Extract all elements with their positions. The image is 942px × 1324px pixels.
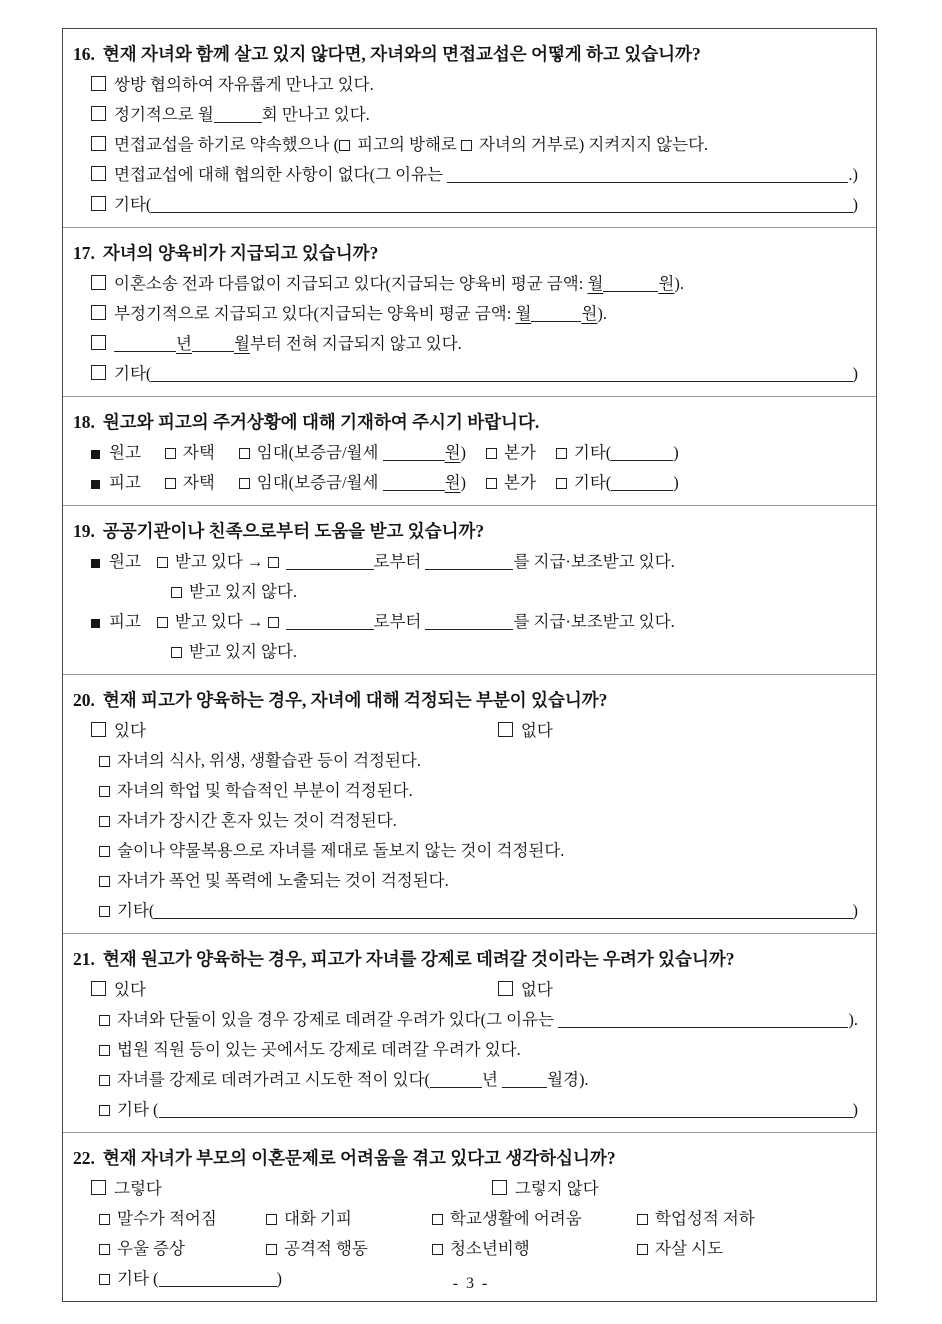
label-text: 로부터 — [373, 552, 426, 571]
form-row — [63, 100, 868, 130]
label-text: 있다 — [114, 980, 146, 999]
label-text: 자녀의 학업 및 학습적인 부분이 걱정된다. — [117, 781, 413, 800]
blank-field[interactable] — [531, 318, 581, 322]
label-text: 기타( — [117, 901, 155, 920]
label-text: 본가 — [504, 443, 536, 462]
blank-field[interactable] — [286, 626, 374, 630]
label-text: 자녀를 강제로 데려가려고 시도한 적이 있다( — [117, 1070, 431, 1089]
question-title-text: 현재 자녀가 부모의 이혼문제로 어려움을 겪고 있다고 생각하십니까? — [102, 1148, 616, 1168]
option-column — [99, 1204, 266, 1234]
label-text: 월경). — [547, 1070, 589, 1089]
form-row — [63, 866, 868, 896]
checkbox-small[interactable] — [99, 1244, 110, 1255]
square-bullet-icon — [91, 559, 100, 568]
form-row — [63, 468, 868, 498]
form-row — [63, 1005, 868, 1035]
square-bullet-icon — [91, 450, 100, 459]
form-row — [63, 975, 868, 1005]
option-column — [432, 1204, 637, 1234]
checkbox[interactable] — [91, 275, 106, 290]
blank-field[interactable] — [154, 915, 852, 919]
checkbox[interactable] — [91, 365, 106, 380]
checkbox-small[interactable] — [637, 1214, 648, 1225]
checkbox-small[interactable] — [171, 587, 182, 598]
question-title — [63, 1142, 868, 1174]
label-text: 말수가 적어짐 — [117, 1209, 217, 1228]
label-text: 청소년비행 — [450, 1239, 530, 1258]
blank-field[interactable] — [430, 1084, 482, 1088]
checkbox-small[interactable] — [99, 1075, 110, 1086]
label-text: 기타 ( — [117, 1269, 159, 1288]
label-text: 공격적 행동 — [284, 1239, 368, 1258]
label-text: 원고 — [109, 443, 141, 462]
form-row — [63, 746, 868, 776]
label-text: 술이나 약물복용으로 자녀를 제대로 돌보지 않는 것이 걱정된다. — [117, 841, 565, 860]
checkbox-small[interactable] — [239, 448, 250, 459]
label-text: 자택 — [182, 443, 215, 462]
question-title-text: 원고와 피고의 주거상황에 대해 기재하여 주시기 바랍니다. — [102, 412, 540, 432]
question-title-text: 현재 원고가 양육하는 경우, 피고가 자녀를 강제로 데려갈 것이라는 우려가 있습니까? — [102, 949, 735, 969]
form-row — [63, 547, 868, 577]
checkbox-small[interactable] — [268, 617, 279, 628]
blank-field[interactable] — [611, 457, 673, 461]
question-title — [63, 684, 868, 716]
question-number: 18. — [73, 412, 95, 432]
label-text: 피고 — [109, 473, 141, 492]
label-text: 본가 — [504, 473, 536, 492]
label-text: 회 만나고 있다. — [261, 105, 370, 124]
blank-field[interactable] — [603, 288, 658, 292]
checkbox-small[interactable] — [99, 756, 110, 767]
checkbox-small[interactable] — [157, 617, 168, 628]
label-text: ). — [597, 304, 607, 323]
question-number: 20. — [73, 690, 95, 710]
blank-field[interactable] — [214, 119, 262, 123]
label-text: 자살 시도 — [655, 1239, 723, 1258]
label-text: ) — [673, 443, 679, 462]
form-row — [63, 607, 868, 637]
form-row — [63, 1035, 868, 1065]
question-section-17 — [63, 227, 876, 396]
page-number: - 3 - — [452, 1275, 490, 1292]
form-row — [63, 329, 868, 359]
checkbox-small[interactable] — [637, 1244, 648, 1255]
label-text: 받고 있다 → — [174, 552, 268, 571]
label-text: 기타( — [114, 364, 152, 383]
question-title-text: 현재 피고가 양육하는 경우, 자녀에 대해 걱정되는 부분이 있습니까? — [102, 690, 608, 710]
checkbox[interactable] — [91, 722, 106, 737]
label-text: 년 — [482, 1070, 503, 1089]
question-section-19 — [63, 505, 876, 674]
label-text: ) — [460, 443, 467, 462]
checkbox-small[interactable] — [266, 1244, 277, 1255]
label-text: 기타 ( — [117, 1100, 159, 1119]
label-text: 법원 직원 등이 있는 곳에서도 강제로 데려갈 우려가 있다. — [117, 1040, 521, 1059]
label-text: 월 — [515, 304, 532, 323]
square-bullet-icon — [91, 619, 100, 628]
label-text: 면접교섭에 대해 협의한 사항이 없다(그 이유는 — [114, 165, 448, 184]
checkbox-small[interactable] — [239, 478, 250, 489]
label-text: 이혼소송 전과 다름없이 지급되고 있다(지급되는 양육비 평균 금액: — [114, 274, 588, 293]
question-number: 19. — [73, 521, 95, 541]
form-row — [63, 1095, 868, 1125]
form-row — [63, 776, 868, 806]
label-text: 면접교섭을 하기로 약속했으나 ( — [114, 135, 340, 154]
checkbox-small[interactable] — [486, 478, 497, 489]
form-row — [63, 130, 868, 160]
label-text: 없다 — [520, 721, 553, 740]
label-text: 원 — [581, 304, 598, 323]
blank-field[interactable] — [425, 566, 513, 570]
checkbox-small[interactable] — [99, 1214, 110, 1225]
question-section-16 — [63, 29, 876, 227]
question-title — [63, 943, 868, 975]
label-text: ) — [276, 1269, 282, 1288]
label-text: 임대(보증금/월세 — [256, 473, 383, 492]
label-text: 로부터 — [373, 612, 426, 631]
blank-field[interactable] — [159, 1114, 853, 1118]
checkbox[interactable] — [91, 196, 106, 211]
form-row — [63, 836, 868, 866]
label-text: 원고 — [109, 552, 141, 571]
label-text: 자녀의 식사, 위생, 생활습관 등이 걱정된다. — [117, 751, 421, 770]
option-column — [266, 1234, 432, 1264]
label-text: 원 — [444, 443, 461, 462]
form-row — [63, 1204, 868, 1234]
label-text: 원 — [444, 473, 461, 492]
questionnaire-table — [62, 28, 877, 1302]
option-column — [637, 1234, 723, 1264]
blank-field[interactable] — [558, 1024, 848, 1028]
checkbox[interactable] — [91, 981, 106, 996]
checkbox[interactable] — [91, 106, 106, 121]
checkbox-small[interactable] — [165, 448, 176, 459]
label-text: 자녀가 장시간 혼자 있는 것이 걱정된다. — [117, 811, 397, 830]
label-text: 받고 있지 않다. — [189, 582, 298, 601]
blank-field[interactable] — [611, 487, 673, 491]
label-text: 기타( — [573, 443, 612, 462]
blank-field[interactable] — [383, 487, 445, 491]
blank-field[interactable] — [425, 626, 513, 630]
question-title — [63, 38, 868, 70]
label-text: 자택 — [182, 473, 215, 492]
label-text: ) — [673, 473, 679, 492]
checkbox-small[interactable] — [99, 876, 110, 887]
form-row — [63, 896, 868, 926]
question-number: 22. — [73, 1148, 95, 1168]
question-title-text: 공공기관이나 친족으로부터 도움을 받고 있습니까? — [102, 521, 485, 541]
blank-field[interactable] — [383, 457, 445, 461]
blank-field[interactable] — [151, 209, 852, 213]
label-text: 학업성적 저하 — [655, 1209, 755, 1228]
label-text: 자녀와 단둘이 있을 경우 강제로 데려갈 우려가 있다(그 이유는 — [117, 1010, 559, 1029]
checkbox-small[interactable] — [432, 1214, 443, 1225]
checkbox-small[interactable] — [266, 1214, 277, 1225]
label-text: 있다 — [114, 721, 146, 740]
checkbox-small[interactable] — [461, 140, 472, 151]
label-text: ) — [852, 1100, 858, 1119]
label-text: ) — [852, 195, 858, 214]
checkbox[interactable] — [91, 136, 106, 151]
blank-field[interactable] — [151, 378, 852, 382]
checkbox-small[interactable] — [171, 647, 182, 658]
label-text: 를 지급·보조받고 있다. — [513, 552, 675, 571]
form-row — [63, 359, 868, 389]
label-text: 학교생활에 어려움 — [450, 1209, 582, 1228]
question-title — [63, 406, 868, 438]
label-text: 그렇지 않다 — [514, 1179, 599, 1198]
blank-field[interactable] — [192, 348, 234, 352]
square-bullet-icon — [91, 480, 100, 489]
question-section-21 — [63, 933, 876, 1132]
form-row — [63, 190, 868, 220]
label-text: 그렇다 — [114, 1179, 162, 1198]
form-row — [63, 1065, 868, 1095]
form-row — [63, 70, 868, 100]
label-text: 부터 전혀 지급되지 않고 있다. — [249, 334, 462, 353]
blank-field[interactable] — [114, 348, 176, 352]
blank-field[interactable] — [286, 566, 374, 570]
question-number: 21. — [73, 949, 95, 969]
checkbox-small[interactable] — [99, 846, 110, 857]
checkbox[interactable] — [91, 305, 106, 320]
label-text: 부정기적으로 지급되고 있다(지급되는 양육비 평균 금액: — [114, 304, 516, 323]
checkbox[interactable] — [91, 76, 106, 91]
question-title — [63, 515, 868, 547]
option-column — [637, 1204, 755, 1234]
checkbox-small[interactable] — [99, 1015, 110, 1026]
checkbox-small[interactable] — [99, 906, 110, 917]
form-row — [63, 299, 868, 329]
question-title-text: 자녀의 양육비가 지급되고 있습니까? — [102, 243, 379, 263]
label-text: 대화 기피 — [284, 1209, 352, 1228]
question-number: 16. — [73, 44, 95, 64]
label-text: .) — [848, 165, 858, 184]
label-text: 월 — [233, 334, 250, 353]
question-title-text: 현재 자녀와 함께 살고 있지 않다면, 자녀와의 면접교섭은 어떻게 하고 있습니까? — [102, 44, 701, 64]
form-row — [63, 716, 868, 746]
checkbox-small[interactable] — [99, 816, 110, 827]
checkbox-small[interactable] — [556, 448, 567, 459]
checkbox-small[interactable] — [99, 786, 110, 797]
form-row — [63, 577, 868, 607]
checkbox[interactable] — [91, 166, 106, 181]
question-section-18 — [63, 396, 876, 505]
label-text: 우울 증상 — [117, 1239, 185, 1258]
label-text: 피고의 방해로 — [357, 135, 461, 154]
checkbox[interactable] — [91, 1180, 106, 1195]
form-row — [63, 269, 868, 299]
checkbox-small[interactable] — [268, 557, 279, 568]
label-text: 받고 있지 않다. — [189, 642, 298, 661]
checkbox-small[interactable] — [99, 1045, 110, 1056]
checkbox-small[interactable] — [556, 478, 567, 489]
form-row — [63, 806, 868, 836]
label-text: 자녀의 거부로) 지켜지지 않는다. — [478, 135, 709, 154]
label-text: ) — [852, 901, 858, 920]
label-text: 받고 있다 → — [174, 612, 268, 631]
checkbox-small[interactable] — [99, 1105, 110, 1116]
question-section-20 — [63, 674, 876, 933]
question-title — [63, 237, 868, 269]
label-text: 없다 — [520, 980, 553, 999]
form-row — [63, 160, 868, 190]
label-text: 원 — [658, 274, 675, 293]
label-text: ) — [852, 364, 858, 383]
checkbox[interactable] — [492, 1180, 507, 1195]
label-text: 년 — [176, 334, 192, 353]
label-text: 를 지급·보조받고 있다. — [513, 612, 675, 631]
checkbox-small[interactable] — [339, 140, 350, 151]
label-text: 쌍방 협의하여 자유롭게 만나고 있다. — [114, 75, 374, 94]
checkbox[interactable] — [498, 722, 513, 737]
label-text: ). — [674, 274, 684, 293]
form-row — [63, 438, 868, 468]
label-text: 자녀가 폭언 및 폭력에 노출되는 것이 걱정된다. — [117, 871, 449, 890]
label-text: 기타( — [573, 473, 612, 492]
option-column — [99, 1234, 266, 1264]
label-text: 정기적으로 월 — [114, 105, 214, 124]
option-column — [266, 1204, 432, 1234]
question-number: 17. — [73, 243, 95, 263]
checkbox[interactable] — [498, 981, 513, 996]
form-row — [63, 637, 868, 667]
checkbox[interactable] — [91, 335, 106, 350]
label-text: 월 — [587, 274, 604, 293]
checkbox-small[interactable] — [157, 557, 168, 568]
form-row — [63, 1174, 868, 1204]
option-column — [432, 1234, 637, 1264]
checkbox-small[interactable] — [432, 1244, 443, 1255]
label-text: 임대(보증금/월세 — [256, 443, 383, 462]
label-text: ) — [460, 473, 467, 492]
label-text: ). — [848, 1010, 858, 1029]
checkbox-small[interactable] — [165, 478, 176, 489]
form-row — [63, 1234, 868, 1264]
checkbox-small[interactable] — [486, 448, 497, 459]
blank-field[interactable] — [502, 1084, 547, 1088]
label-text: 피고 — [109, 612, 141, 631]
blank-field[interactable] — [447, 179, 848, 183]
label-text: 기타( — [114, 195, 152, 214]
